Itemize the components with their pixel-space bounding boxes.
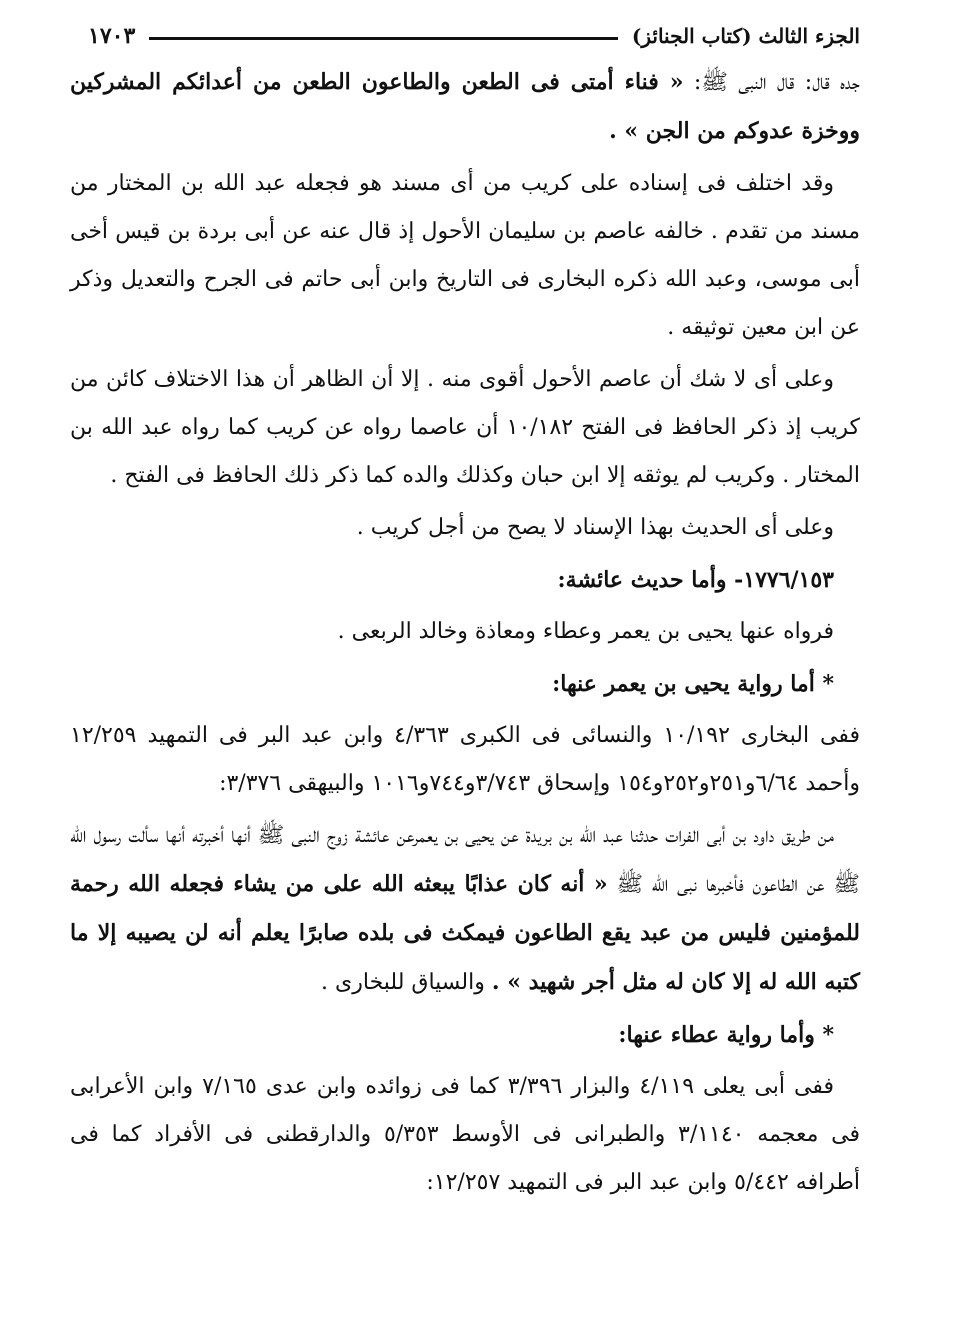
section-heading-aisha: ١٧٧٦/١٥٣- وأما حديث عائشة: (557, 567, 834, 593)
page-body (70, 58, 860, 1207)
subheading-ata-text: وأما رواية عطاء عنها: (618, 1022, 815, 1048)
subheading-ata (70, 1011, 860, 1059)
page-number: ١٧٠٣ (88, 23, 136, 49)
hadith-quote-1: « فناء أمتى فى الطعن والطاعون الطعن من أعدائكم المشركين ووخزة عدوكم من الجن » . (70, 69, 860, 144)
subheading-yahya (70, 660, 860, 708)
paragraph-1 (70, 58, 860, 156)
header-title: الجزء الثالث (كتاب الجنائز) (631, 24, 860, 48)
paragraph-7-lead: من طريق داود بن أبى الفرات حدثنا عبد الله بن بريدة عن يحيى بن يعمرعن عائشة زوج النبى ﷺ أنها أخبرته أنها سألت رسول الله ﷺ عن الطاعون فأخبرها نبى الله ﷺ (70, 823, 861, 897)
paragraph-5: فرواه عنها يحيى بن يعمر وعطاء ومعاذة وخالد الربعى . (337, 619, 834, 644)
asterisk-icon: * (814, 1022, 834, 1048)
hadith-quote-2: « أنه كان عذابًا يبعثه الله على من يشاء فجعله الله رحمة للمؤمنين فليس من عبد يقع الطاعون فيمكث فى بلده صابرًا يعلم أنه لن يصيبه إلا ما كتبه الله له إلا كان له مثل أجر شهيد » . (70, 871, 860, 995)
header-rule (149, 37, 618, 40)
book-page (70, 14, 860, 1304)
running-header (70, 14, 860, 58)
asterisk-icon: * (814, 671, 834, 697)
paragraph-7-tail: والسياق للبخارى . (321, 970, 492, 995)
paragraph-7 (70, 812, 860, 1007)
paragraph-1-lead: جده قال: قال النبى ﷺ: (683, 70, 860, 95)
paragraph-3: وعلى أى لا شك أن عاصم الأحول أقوى منه . إلا أن الظاهر أن هذا الاختلاف كائن من كريب إذ ذكر الحافظ فى الفتح ١٠/١٨٢ أن عاصما رواه عن كريب كما رواه عبد الله بن المختار . وكريب لم يوثقه إلا ابن حبان وكذلك والده كما ذكر ذلك الحافظ فى الفتح . (70, 367, 861, 488)
paragraph-6: ففى البخارى ١٠/١٩٢ والنسائى فى الكبرى ٤/٣٦٣ وابن عبد البر فى التمهيد ١٢/٢٥٩ وأحمد ٦/٦٤و٢٥١و٢٥٢و١٥٤ وإسحاق ٣/٧٤٣و٧٤٤و١٠١٦ والبيهقى ٣/٣٧٦: (70, 723, 861, 796)
subheading-yahya-text: أما رواية يحيى بن يعمر عنها: (552, 671, 815, 697)
paragraph-2: وقد اختلف فى إسناده على كريب من أى مسند هو فجعله عبد الله بن المختار من مسند من تقدم . خالفه عاصم بن سليمان الأحول إذ قال عنه عن أبى بردة بن قيس أخى أبى موسى، وعبد الله ذكره البخارى فى التاريخ وابن أبى حاتم فى الجرح والتعديل وذكر عن ابن معين توثيقه . (70, 171, 860, 340)
paragraph-8: ففى أبى يعلى ٤/١١٩ والبزار ٣/٣٩٦ كما فى زوائده وابن عدى ٧/١٦٥ وابن الأعرابى فى معجمه ٣/١١٤٠ والطبرانى فى الأوسط ٥/٣٥٣ والدارقطنى فى الأفراد كما فى أطرافه ٥/٤٤٢ وابن عبد البر فى التمهيد ١٢/٢٥٧: (70, 1074, 861, 1195)
paragraph-4: وعلى أى الحديث بهذا الإسناد لا يصح من أجل كريب . (356, 515, 834, 540)
